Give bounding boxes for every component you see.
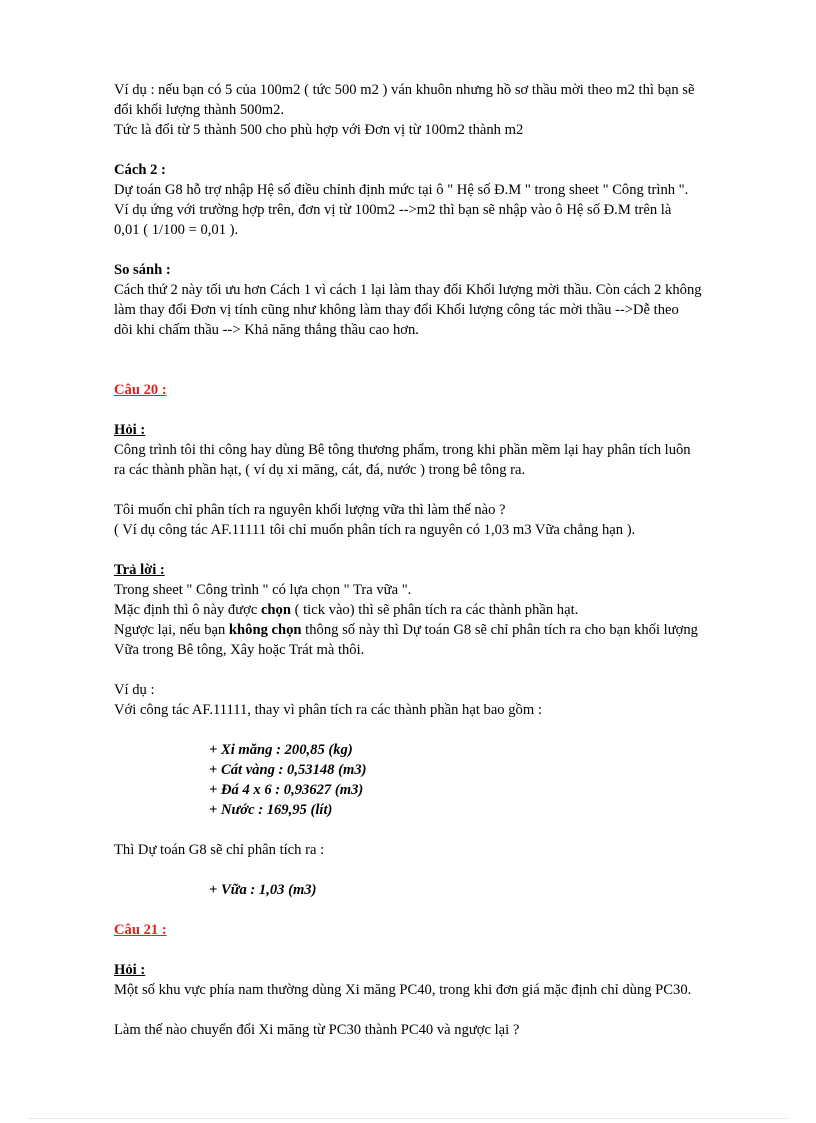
cau20-question-1: Công trình tôi thi công hay dùng Bê tông thương phẩm, trong khi phần mềm lại hay phân tích luôn [114, 442, 691, 458]
cach2-line-2: Ví dụ ứng với trường hợp trên, đơn vị từ 100m2 -->m2 thì bạn sẽ nhập vào ô Hệ số Đ.M trên là [114, 202, 672, 218]
cach2-line-1: Dự toán G8 hỗ trợ nhập Hệ số điều chỉnh định mức tại ô " Hệ số Đ.M " trong sheet " Công trình ". [114, 182, 689, 198]
ingredient-item: + Nước : 169,95 (lít) [209, 802, 333, 818]
vua-item: + Vữa : 1,03 (m3) [209, 882, 317, 898]
ingredient-item: + Đá 4 x 6 : 0,93627 (m3) [209, 782, 364, 798]
sosanh-heading: So sánh : [114, 262, 171, 278]
cach2-line-3: 0,01 ( 1/100 = 0,01 ). [114, 222, 239, 238]
cau20-answer-1: Trong sheet " Công trình " có lựa chọn " Tra vữa ". [114, 582, 412, 598]
example1-line-2: đổi khối lượng thành 500m2. [114, 102, 285, 118]
sosanh-line-2: làm thay đổi Đơn vị tính cũng như không làm thay đổi Khối lượng công tác mời thầu -->Dễ theo [114, 302, 679, 318]
cau21-heading: Câu 21 : [114, 922, 167, 938]
cau21-question-1: Một số khu vực phía nam thường dùng Xi măng PC40, trong khi đơn giá mặc định chỉ dùng PC30. [114, 982, 692, 998]
example1-line-3: Tức là đổi từ 5 thành 500 cho phù hợp với Đơn vị từ 100m2 thành m2 [114, 122, 524, 138]
cach2-heading: Cách 2 : [114, 162, 166, 178]
cau20-answer-3: Ngược lại, nếu bạn không chọn thông số này thì Dự toán G8 sẽ chỉ phân tích ra cho bạn khối lượng [114, 622, 698, 638]
example1-line-1: Ví dụ : nếu bạn có 5 của 100m2 ( tức 500 m2 ) ván khuôn nhưng hồ sơ thầu mời theo m2 thì bạn sẽ [114, 82, 695, 98]
page-bottom-divider [28, 1118, 788, 1119]
cau20-vidu: Ví dụ : [114, 682, 155, 698]
cau21-hoi-label: Hỏi : [114, 962, 146, 978]
cau20-heading: Câu 20 : [114, 382, 167, 398]
cau20-vidu-2: Với công tác AF.11111, thay vì phân tích ra các thành phần hạt bao gồm : [114, 702, 542, 718]
cau20-answer-2: Mặc định thì ô này được chọn ( tick vào) thì sẽ phân tích ra các thành phần hạt. [114, 602, 579, 618]
ingredient-item: + Xi măng : 200,85 (kg) [209, 742, 353, 758]
cau20-question-2: ra các thành phần hạt, ( ví dụ xi măng, cát, đá, nước ) trong bê tông ra. [114, 462, 526, 478]
cau20-hoi-label: Hỏi : [114, 422, 146, 438]
cau20-question-4: ( Ví dụ công tác AF.11111 tôi chỉ muốn phân tích ra nguyên có 1,03 m3 Vữa chẳng hạn ). [114, 522, 636, 538]
cau20-answer-4: Vữa trong Bê tông, Xây hoặc Trát mà thôi. [114, 642, 365, 658]
sosanh-line-3: dõi khi chấm thầu --> Khả năng thắng thầu cao hơn. [114, 322, 419, 338]
ingredient-item: + Cát vàng : 0,53148 (m3) [209, 762, 367, 778]
sosanh-line-1: Cách thứ 2 này tối ưu hơn Cách 1 vì cách 1 lại làm thay đổi Khối lượng mời thầu. Còn cách 2 không [114, 282, 702, 298]
cau21-question-2: Làm thế nào chuyển đổi Xi măng từ PC30 thành PC40 và ngược lại ? [114, 1022, 520, 1038]
cau20-traloi-label: Trả lời : [114, 562, 165, 578]
cau20-then: Thì Dự toán G8 sẽ chỉ phân tích ra : [114, 842, 325, 858]
cau20-question-3: Tôi muốn chỉ phân tích ra nguyên khối lượng vữa thì làm thế nào ? [114, 502, 506, 518]
document-page [114, 80, 764, 1040]
